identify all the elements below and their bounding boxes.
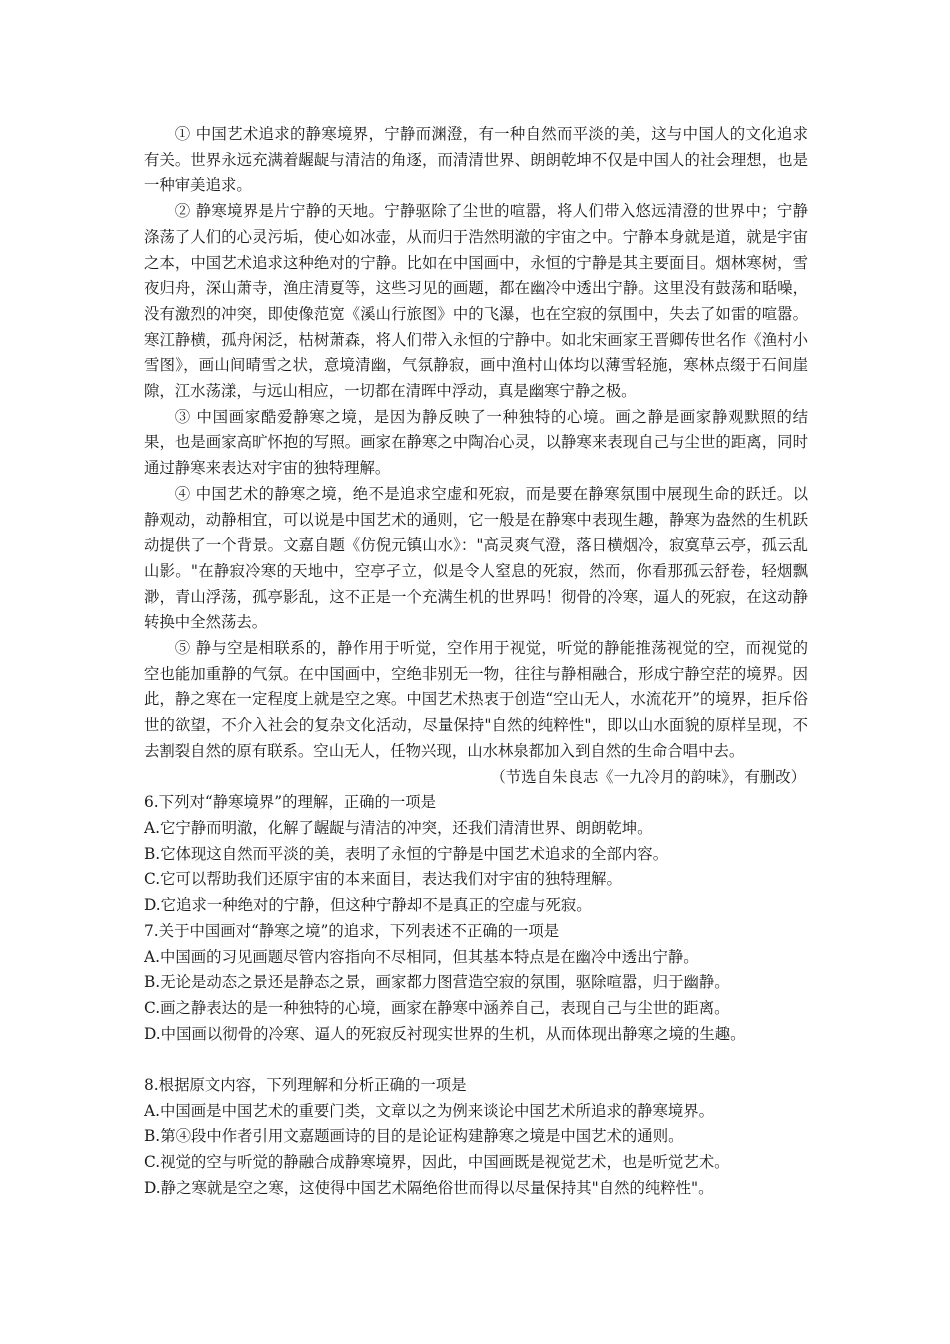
question-stem: 7.关于中国画对“静寒之境”的追求，下列表述不正确的一项是	[144, 921, 560, 940]
option-d: D.静之寒就是空之寒，这使得中国艺术隔绝俗世而得以尽量保持其"自然的纯粹性"。	[144, 1178, 714, 1197]
question-7	[144, 919, 808, 1048]
option-a: A.中国画的习见画题尽管内容指向不尽相同，但其基本特点是在幽冷中透出宁静。	[144, 947, 699, 966]
reading-passage	[144, 122, 808, 790]
option-b: B.无论是动态之景还是静态之景，画家都力图营造空寂的氛围，驱除喧嚣，归于幽静。	[144, 973, 730, 992]
option-a: A.它宁静而明澈，化解了龌龊与清洁的冲突，还我们清清世界、朗朗乾坤。	[144, 818, 653, 837]
question-8	[144, 1073, 808, 1202]
passage-paragraph-4: ④ 中国艺术的静寒之境，绝不是追求空虚和死寂，而是要在静寒氛围中展现生命的跃迁。以静观动，动静相宜，可以说是中国艺术的通则，它一般是在静寒中表现生趣，静寒为盎然的生机跃动提供了一个背景。文嘉自题《仿倪元镇山水》："高灵爽气澄，落日横烟冷，寂寞草云亭，孤云乱山影。"在静寂冷寒的天地中，空亭孑立，似是令人窒息的死寂，然而，你看那孤云舒卷，轻烟飘渺，青山浮荡，孤亭影乱，这不正是一个充满生机的世界吗！彻骨的冷寒，逼人的死寂，在这动静转换中全然荡去。	[144, 484, 808, 632]
option-b: B.第④段中作者引用文嘉题画诗的目的是论证构建静寒之境是中国艺术的通则。	[144, 1127, 684, 1146]
passage-paragraph-5: ⑤ 静与空是相联系的，静作用于听觉，空作用于视觉，听觉的静能推荡视觉的空，而视觉的空也能加重静的气氛。在中国画中，空绝非别无一物，往往与静相融合，形成宁静空茫的境界。因此，静之寒在一定程度上就是空之寒。中国艺术热衷于创造“空山无人，水流花开”的境界，拒斥俗世的欲望，不介入社会的复杂文化活动，尽量保持"自然的纯粹性"，即以山水面貌的原样呈现，不去割裂自然的原有联系。空山无人，任物兴现，山水林泉都加入到自然的生命合唱中去。	[144, 639, 808, 760]
option-c: C.视觉的空与听觉的静融合成静寒境界，因此，中国画既是视觉艺术，也是听觉艺术。	[144, 1153, 730, 1172]
option-b: B.它体现这自然而平淡的美，表明了永恒的宁静是中国艺术追求的全部内容。	[144, 844, 669, 863]
question-6	[144, 790, 808, 919]
passage-source-citation: （节选自朱良志《一九冷月的韵味》，有删改）	[490, 767, 806, 786]
exam-page	[144, 122, 808, 1202]
option-a: A.中国画是中国艺术的重要门类，文章以之为例来谈论中国艺术所追求的静寒境界。	[144, 1101, 715, 1120]
passage-paragraph-1: ① 中国艺术追求的静寒境界，宁静而渊澄，有一种自然而平淡的美，这与中国人的文化追求有关。世界永远充满着龌龊与清洁的角逐，而清清世界、朗朗乾坤不仅是中国人的社会理想，也是一种审美追求。	[144, 125, 808, 195]
passage-paragraph-2: ② 静寒境界是片宁静的天地。宁静驱除了尘世的喧嚣，将人们带入悠远清澄的世界中；宁静涤荡了人们的心灵污垢，使心如冰壶，从而归于浩然明澈的宇宙之中。宁静本身就是道，就是宇宙之本，中国艺术追求这种绝对的宁静。比如在中国画中，永恒的宁静是其主要面目。烟林寒树，雪夜归舟，深山萧寺，渔庄清夏等，这些习见的画题，都在幽冷中透出宁静。这里没有鼓荡和聒噪，没有激烈的冲突，即使像范宽《溪山行旅图》中的飞瀑，也在空寂的氛围中，失去了如雷的喧嚣。寒江静横，孤舟闲泛，枯树萧森，将人们带入永恒的宁静中。如北宋画家王晋卿传世名作《渔村小雪图》，画山间晴雪之状，意境清幽，气氛静寂，画中渔村山体均以薄雪轻施，寒林点缀于石间崖隙，江水荡漾，与远山相应，一切都在清晖中浮动，真是幽寒宁静之极。	[144, 202, 808, 401]
option-c: C.画之静表达的是一种独特的心境，画家在静寒中涵养自己，表现自己与尘世的距离。	[144, 998, 730, 1017]
question-stem: 6.下列对“静寒境界”的理解，正确的一项是	[144, 793, 437, 812]
option-d: D.中国画以彻骨的冷寒、逼人的死寂反衬现实世界的生机，从而体现出静寒之境的生趣。	[144, 1024, 746, 1043]
question-stem: 8.根据原文内容，下列理解和分析正确的一项是	[144, 1076, 467, 1094]
option-d: D.它追求一种绝对的宁静，但这种宁静却不是真正的空虚与死寂。	[144, 896, 592, 915]
passage-paragraph-3: ③ 中国画家酷爱静寒之境，是因为静反映了一种独特的心境。画之静是画家静观默照的结果，也是画家高旷怀抱的写照。画家在静寒之中陶冶心灵，以静寒来表现自己与尘世的距离，同时通过静寒来表达对宇宙的独特理解。	[144, 407, 808, 478]
blank-line	[144, 1047, 808, 1073]
option-c: C.它可以帮助我们还原宇宙的本来面目，表达我们对宇宙的独特理解。	[144, 870, 622, 889]
